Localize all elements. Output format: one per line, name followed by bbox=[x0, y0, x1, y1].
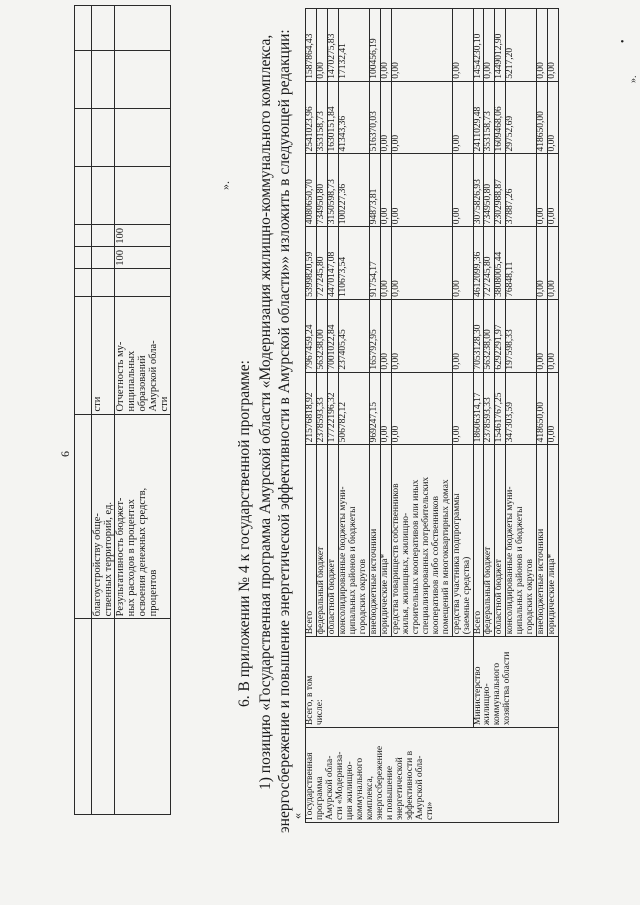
funding-value: 563238,00 bbox=[484, 299, 495, 372]
funding-value: 0,00 bbox=[452, 299, 473, 372]
funding-value: 165792,95 bbox=[369, 299, 380, 372]
funding-value: 7053128,30 bbox=[473, 299, 484, 372]
funding-value: 0,00 bbox=[548, 299, 559, 372]
top-table-row bbox=[92, 6, 115, 815]
top-table-cell bbox=[75, 51, 92, 109]
funding-source-label: Всего bbox=[306, 445, 317, 637]
funding-value: 418650,00 bbox=[537, 81, 548, 154]
funding-value: 41343,36 bbox=[338, 81, 369, 154]
funding-value: 0,00 bbox=[537, 9, 548, 82]
top-table-cell bbox=[92, 224, 115, 246]
funding-value: 0,00 bbox=[380, 227, 391, 300]
paragraph-line-1: 1) позицию «Государственная программа Амурской области «Модернизация жилищно-коммунального комплекса, bbox=[257, 34, 274, 790]
top-table-end-quote: ». bbox=[218, 181, 232, 190]
funding-value: 100456,19 bbox=[369, 9, 380, 82]
funding-value: 21576818,92 bbox=[306, 372, 317, 445]
top-table-cell bbox=[92, 246, 115, 268]
funding-value: 0,00 bbox=[380, 9, 391, 82]
funding-value: 2541023,96 bbox=[306, 81, 317, 154]
funding-value: 563238,00 bbox=[316, 299, 327, 372]
funding-value: 0,00 bbox=[548, 372, 559, 445]
funding-row bbox=[306, 9, 317, 823]
funding-value: 0,00 bbox=[380, 372, 391, 445]
funding-source-label: внебюджетные источники bbox=[537, 445, 548, 637]
funding-value: 4470147,08 bbox=[327, 227, 338, 300]
funding-row bbox=[473, 9, 484, 823]
funding-value: 17132,41 bbox=[338, 9, 369, 82]
funding-value: 37887,26 bbox=[506, 154, 537, 227]
funding-value: 0,00 bbox=[391, 9, 452, 82]
funding-value: 0,00 bbox=[537, 227, 548, 300]
funding-value: 0,00 bbox=[548, 227, 559, 300]
funding-value: 2378593,33 bbox=[316, 372, 327, 445]
top-table-cell: сти bbox=[92, 296, 115, 414]
funding-value: 29752,69 bbox=[506, 81, 537, 154]
top-table-cell bbox=[92, 619, 115, 815]
top-table-cell bbox=[92, 108, 115, 166]
top-table-cell bbox=[75, 224, 92, 246]
funding-value: 6292291,97 bbox=[495, 299, 506, 372]
funding-value: 0,00 bbox=[548, 81, 559, 154]
funding-value: 0,00 bbox=[452, 227, 473, 300]
top-table bbox=[74, 5, 171, 815]
section-heading: 6. В приложении № 4 к государственной программе: bbox=[236, 360, 253, 707]
funding-value: 5217,20 bbox=[506, 9, 537, 82]
funding-value: 110673,54 bbox=[338, 227, 369, 300]
funding-source-label: внебюджетные источники bbox=[369, 445, 380, 637]
top-table-cell bbox=[115, 166, 171, 224]
funding-value: 0,00 bbox=[391, 154, 452, 227]
funding-value: 1630151,84 bbox=[327, 81, 338, 154]
funding-value: 0,00 bbox=[380, 154, 391, 227]
funding-value: 0,00 bbox=[452, 154, 473, 227]
funding-value: 3150598,73 bbox=[327, 154, 338, 227]
funding-value: 1470275,83 bbox=[327, 9, 338, 82]
top-table-cell bbox=[75, 246, 92, 268]
funding-value: 100227,36 bbox=[338, 154, 369, 227]
funding-source-label: средства товариществ собственников жилья, жилищных, жилищно- строительных кооперативов или иных специализированных потребительских кооперативов либо собственников помещений в многоквартирных домах bbox=[391, 445, 452, 637]
funding-source-label: средства участника подпрограммы (заемные средства) bbox=[452, 445, 473, 637]
funding-value: 506782,12 bbox=[338, 372, 369, 445]
funding-source-label: консолидированные бюджеты муни- ципальных районов и бюджеты городских округов bbox=[338, 445, 369, 637]
funding-value: 18606314,17 bbox=[473, 372, 484, 445]
top-table-cell bbox=[75, 6, 92, 51]
page-number: 6 bbox=[58, 451, 72, 457]
top-table-cell bbox=[92, 166, 115, 224]
funding-value: 0,00 bbox=[391, 372, 452, 445]
top-table-cell: 100 bbox=[115, 224, 171, 246]
funding-value: 0,00 bbox=[537, 154, 548, 227]
funding-value: 734950,80 bbox=[484, 154, 495, 227]
funding-value: 2302988,87 bbox=[495, 154, 506, 227]
top-table-row bbox=[115, 6, 171, 815]
top-table-cell: Результативность бюджет- ных расходов в процентах освоения денежных средств, процентов bbox=[115, 414, 171, 619]
page-mark: • bbox=[618, 39, 629, 43]
top-table-cell bbox=[75, 296, 92, 414]
funding-value: 0,00 bbox=[548, 9, 559, 82]
funding-value: 3075826,93 bbox=[473, 154, 484, 227]
funding-value: 0,00 bbox=[380, 81, 391, 154]
top-table-cell bbox=[92, 51, 115, 109]
funding-value: 418650,00 bbox=[537, 372, 548, 445]
funding-value: 1454230,10 bbox=[473, 9, 484, 82]
funding-value: 7967459,24 bbox=[306, 299, 317, 372]
top-table-cell bbox=[75, 166, 92, 224]
funding-value: 0,00 bbox=[537, 299, 548, 372]
top-table-cell bbox=[115, 51, 171, 109]
top-table-cell bbox=[75, 268, 92, 296]
funding-value: 516370,03 bbox=[369, 81, 380, 154]
funding-value: 0,00 bbox=[391, 81, 452, 154]
top-table-row bbox=[75, 6, 92, 815]
top-table-cell bbox=[115, 6, 171, 51]
top-table-cell bbox=[75, 619, 92, 815]
funding-source-label: Всего bbox=[473, 445, 484, 637]
funding-value: 76848,11 bbox=[506, 227, 537, 300]
funding-source-label: консолидированные бюджеты муни- ципальных районов и бюджеты городских округов bbox=[506, 445, 537, 637]
program-name-cell: Государственная программа Амурской обла- сти «Модерниза- ция жилищно- коммунального комплекса, энергосбережение и повышение энергетической эффективности в Амурской обла- сти» bbox=[306, 728, 559, 823]
funding-value: 3808005,44 bbox=[495, 227, 506, 300]
funding-source-label: юридические лица* bbox=[380, 445, 391, 637]
funding-table bbox=[305, 8, 559, 823]
funding-value: 0,00 bbox=[452, 372, 473, 445]
top-table-cell bbox=[115, 268, 171, 296]
funding-value: 5399820,59 bbox=[306, 227, 317, 300]
funding-value: 94873,81 bbox=[369, 154, 380, 227]
opening-quote: « bbox=[290, 813, 304, 819]
funding-value: 2411029,48 bbox=[473, 81, 484, 154]
closing-quote: ». bbox=[628, 75, 639, 83]
funding-value: 969247,15 bbox=[369, 372, 380, 445]
funding-source-label: федеральный бюджет bbox=[484, 445, 495, 637]
top-table-cell: Отчетность му- ниципальных образований Амурской обла- сти bbox=[115, 296, 171, 414]
funding-value: 7001022,84 bbox=[327, 299, 338, 372]
funding-value: 15461767,25 bbox=[495, 372, 506, 445]
funding-value: 353158,73 bbox=[484, 81, 495, 154]
top-table-cell bbox=[92, 268, 115, 296]
funding-value: 0,00 bbox=[380, 299, 391, 372]
funding-value: 734950,80 bbox=[316, 154, 327, 227]
total-including-cell: Всего, в том числе: bbox=[306, 637, 474, 728]
funding-value: 0,00 bbox=[316, 9, 327, 82]
funding-value: 1587864,43 bbox=[306, 9, 317, 82]
funding-value: 2378593,33 bbox=[484, 372, 495, 445]
funding-source-label: областной бюджет bbox=[495, 445, 506, 637]
funding-value: 353158,73 bbox=[316, 81, 327, 154]
funding-value: 91754,17 bbox=[369, 227, 380, 300]
funding-value: 347303,59 bbox=[506, 372, 537, 445]
funding-value: 0,00 bbox=[484, 9, 495, 82]
top-table-cell bbox=[115, 619, 171, 815]
funding-value: 0,00 bbox=[452, 9, 473, 82]
top-table-cell bbox=[92, 6, 115, 51]
funding-value: 17722196,32 bbox=[327, 372, 338, 445]
top-table-cell: 100 bbox=[115, 246, 171, 268]
funding-source-label: федеральный бюджет bbox=[316, 445, 327, 637]
funding-value: 237405,45 bbox=[338, 299, 369, 372]
funding-value: 1449012,90 bbox=[495, 9, 506, 82]
funding-value: 197598,33 bbox=[506, 299, 537, 372]
top-table-cell bbox=[75, 414, 92, 619]
ministry-cell: Министерство жилищно- коммунального хозяйства области bbox=[473, 637, 559, 728]
funding-value: 727245,80 bbox=[316, 227, 327, 300]
funding-value: 727245,80 bbox=[484, 227, 495, 300]
funding-value: 4080650,70 bbox=[306, 154, 317, 227]
top-table-cell bbox=[115, 108, 171, 166]
paragraph-line-2: энергосбережение и повышение энергетической эффективности в Амурской области»» изложить в следующей редакции: bbox=[276, 29, 293, 833]
funding-source-label: юридические лица* bbox=[548, 445, 559, 637]
top-table-cell bbox=[75, 108, 92, 166]
funding-value: 1609468,06 bbox=[495, 81, 506, 154]
funding-value: 0,00 bbox=[391, 299, 452, 372]
funding-value: 0,00 bbox=[391, 227, 452, 300]
funding-value: 4612099,36 bbox=[473, 227, 484, 300]
top-table-cell: благоустройству обще- ственных территорий, ед. bbox=[92, 414, 115, 619]
funding-value: 0,00 bbox=[452, 81, 473, 154]
funding-source-label: областной бюджет bbox=[327, 445, 338, 637]
funding-value: 0,00 bbox=[548, 154, 559, 227]
